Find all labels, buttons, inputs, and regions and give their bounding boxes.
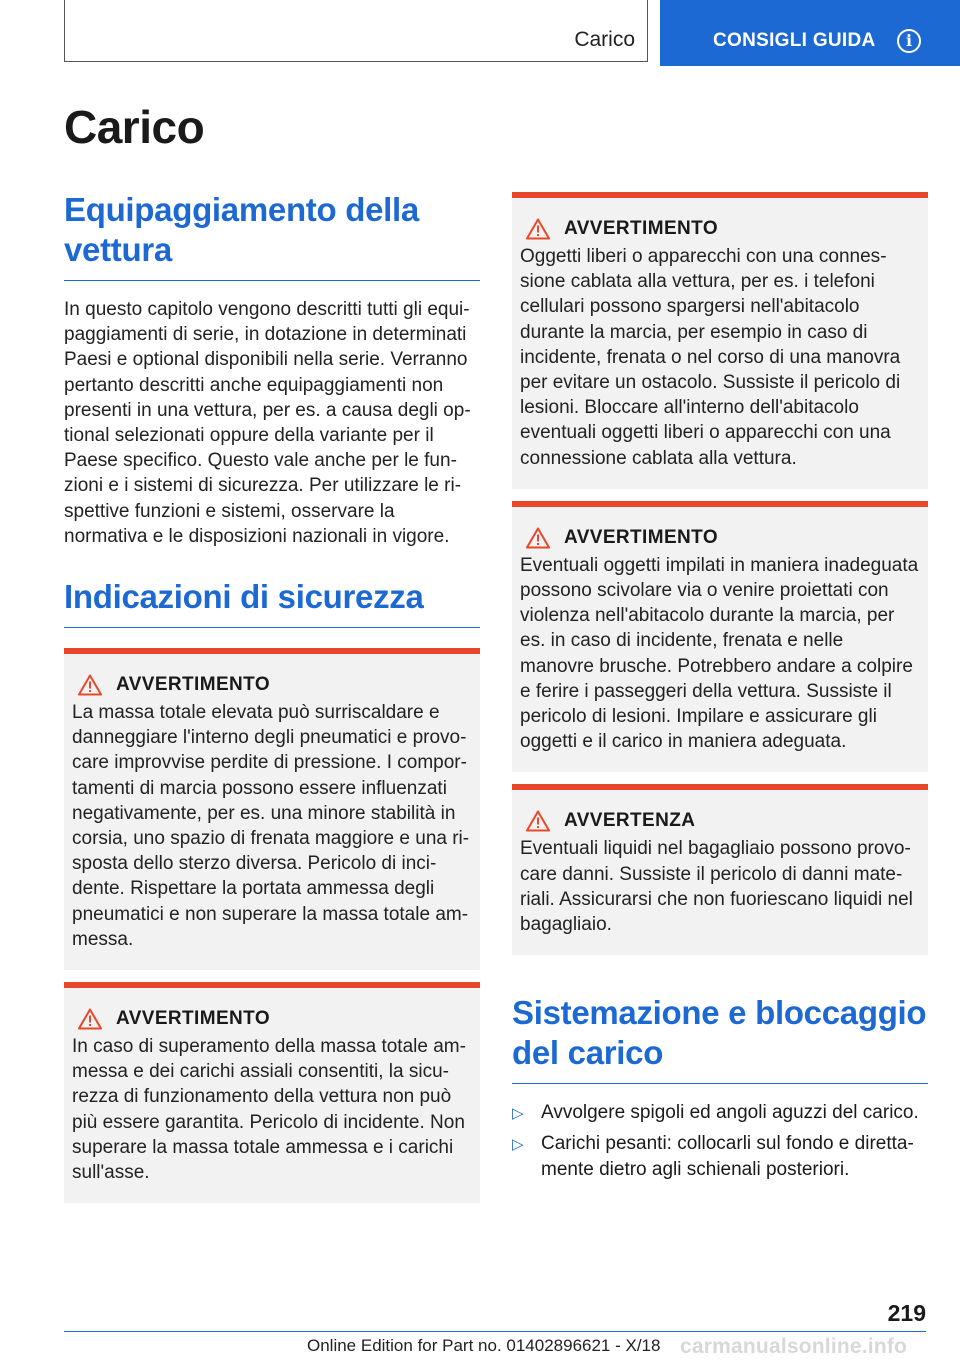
right-column — [512, 192, 928, 1188]
warning-triangle-icon — [526, 527, 550, 549]
footer-divider — [64, 1331, 926, 1332]
edition-footer: Online Edition for Part no. 01402896621 - X/18 — [307, 1336, 661, 1355]
page-number: 219 — [887, 1300, 926, 1326]
warning-heading: AVVERTIMENTO — [116, 674, 270, 696]
bullet-list — [512, 1100, 928, 1182]
warning-text: In caso di superamento della massa totale ammessa e dei carichi assiali consentiti, la sicurezza di funzionamento della vettura non può più essere garantita. Pericolo di incidente. Non superare la massa totale ammessa e i carichi sull'asse. — [72, 1036, 466, 1184]
warning-text: Oggetti liberi o apparecchi con una connessione cablata alla vettura, per es. i telefoni cellulari possono spargersi nell'abitacolo durante la marcia, per esempio in caso di incidente, frenata o nel corso di una manovra per evitare un ostacolo. Sussiste il pericolo di lesioni. Bloccare all'interno dell'abitacolo eventuali oggetti liberi o apparecchi con una connessione cablata alla vettura. — [520, 246, 901, 469]
section-heading-sicurezza: Indicazioni di sicurezza — [64, 577, 480, 628]
warning-box — [512, 501, 928, 773]
list-item — [512, 1100, 928, 1125]
section-heading-equipaggiamento: Equipaggiamento della vettura — [64, 190, 480, 281]
chapter-tab[interactable] — [660, 0, 960, 66]
triangle-bullet-icon: ▷ — [512, 1105, 524, 1123]
header-section-box — [64, 0, 648, 62]
warning-text: Eventuali oggetti impilati in maniera inadeguata possono scivolare via o venire proiettati con violenza nell'abitacolo durante la marcia, per es. in caso di incidente, frenata e nelle manovre brusche. Potrebbero andare a colpire e ferire i passeggeri della vettura. Sussiste il pericolo di lesioni. Impilare e assicurare gli oggetti e il carico in maniera adeguata. — [520, 554, 919, 753]
warning-heading: AVVERTIMENTO — [116, 1008, 270, 1030]
equipaggiamento-paragraph: In questo capitolo vengono descritti tutti gli equipaggiamenti di serie, in dotazione in determinati Paesi e optional disponibili nella serie. Verranno pertanto descritti anche equipaggiamenti non presenti in una vettura, per es. a causa degli optional selezionati oppure della variante per il Paese specifico. Questo vale anche per le funzioni e i sistemi di sicurezza. Per utilizzare le rispettive funzioni e sistemi, osservare la normativa e le disposizioni nazionali in vigore. — [64, 299, 471, 547]
warning-heading: AVVERTIMENTO — [564, 218, 718, 239]
warning-heading: AVVERTENZA — [564, 810, 696, 832]
warning-header — [78, 674, 474, 696]
warning-header — [526, 810, 922, 832]
warning-box — [64, 982, 480, 1203]
warning-text: La massa totale elevata può surriscaldare e danneggiare l'interno degli pneumatici e provocare improvvise perdite di pressione. I comportamenti di marcia possono essere influenzati negativamente, per es. una minore stabilità in corsia, uno spazio di frenata maggiore e una risposta dello sterzo diversa. Pericolo di incidente. Rispettare la portata ammessa degli pneumatici e non superare la massa totale ammessa. — [72, 702, 470, 950]
warning-triangle-icon — [526, 810, 550, 832]
warning-box — [512, 784, 928, 955]
warning-triangle-icon — [78, 1008, 102, 1030]
left-column — [64, 190, 480, 1203]
list-item-text: Avvolgere spigoli ed angoli aguzzi del carico. — [541, 1102, 919, 1124]
page-title: Carico — [64, 101, 205, 153]
watermark: carmanualsonline.info — [680, 1335, 908, 1358]
info-icon[interactable]: i — [897, 29, 921, 53]
warning-triangle-icon — [78, 674, 102, 696]
list-item-text: Carichi pesanti: collocarli sul fondo e direttamente dietro agli schienali posteriori. — [541, 1133, 914, 1180]
warning-header — [78, 1008, 474, 1030]
triangle-bullet-icon: ▷ — [512, 1136, 524, 1154]
warning-text: Eventuali liquidi nel bagagliaio possono provocare danni. Sussiste il pericolo di danni materiali. Assicurarsi che non fuoriescano liquidi nel bagagliaio. — [520, 838, 913, 936]
warning-header — [526, 218, 922, 240]
warning-heading: AVVERTIMENTO — [564, 526, 718, 548]
list-item — [512, 1131, 928, 1181]
warning-box — [512, 192, 928, 489]
chapter-tab-label: CONSIGLI GUIDA — [713, 30, 876, 51]
warning-header — [526, 527, 922, 549]
warning-box — [64, 648, 480, 970]
header-section-label: Carico — [574, 28, 635, 51]
warning-triangle-icon — [526, 218, 550, 240]
section-heading-sistemazione: Sistemazione e bloccaggio del carico — [512, 993, 928, 1084]
